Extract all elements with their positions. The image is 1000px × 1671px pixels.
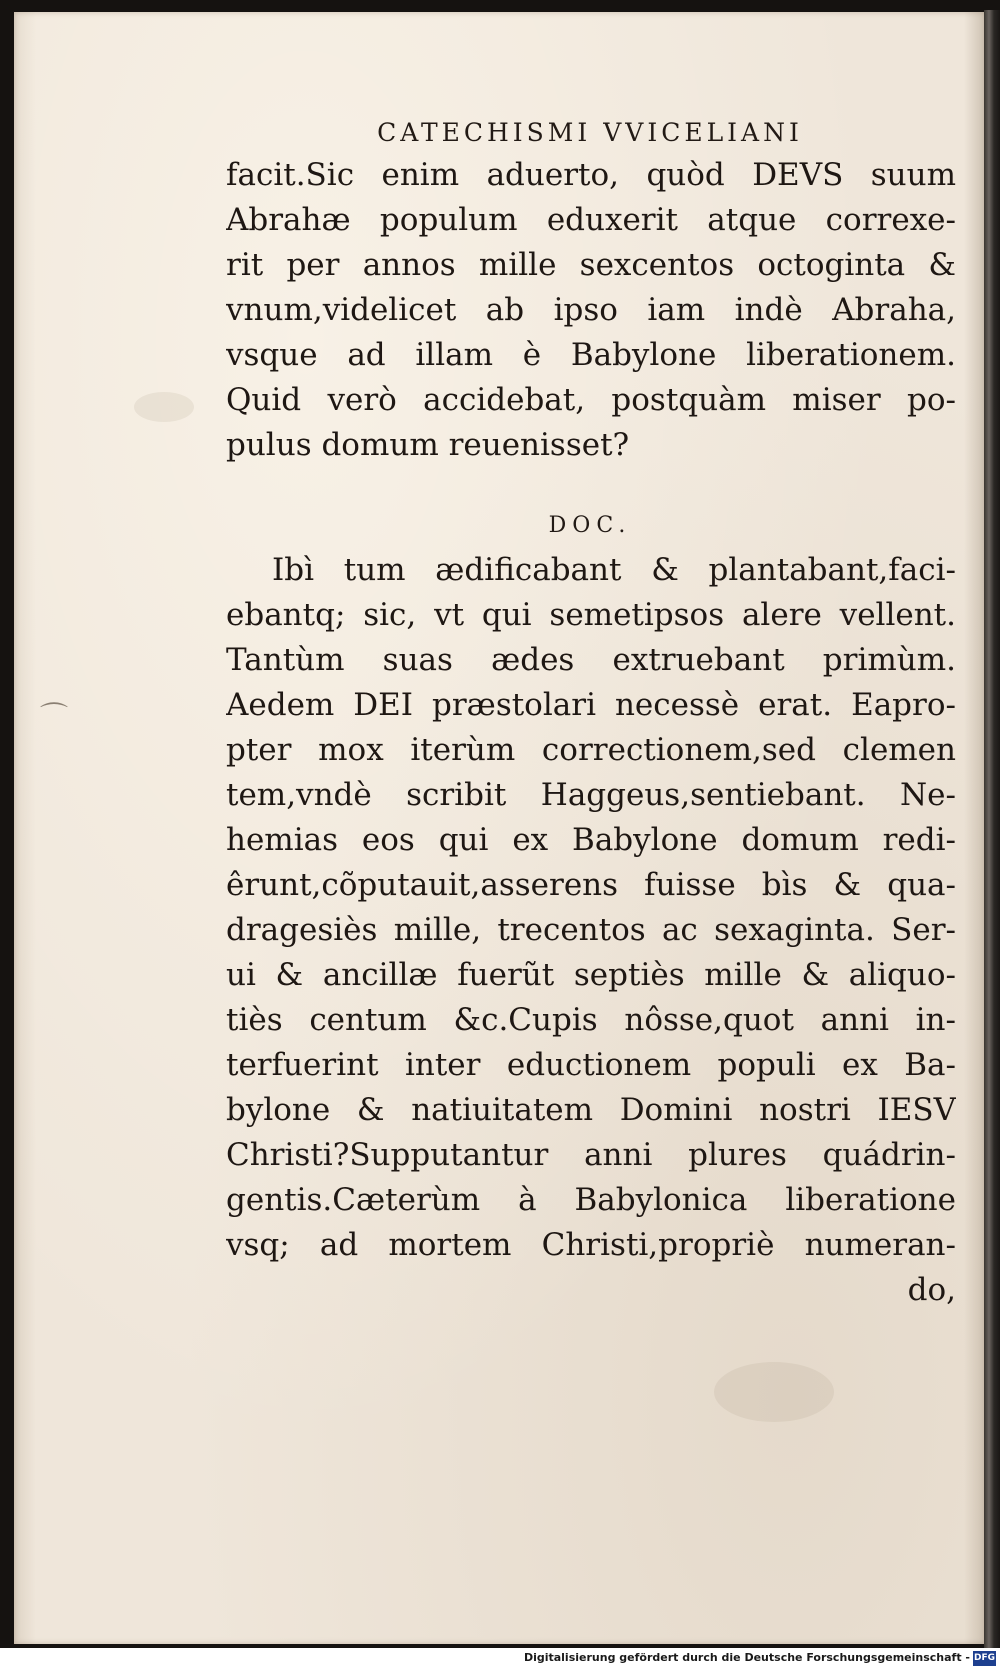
margin-mark: ⌒ [40, 700, 69, 733]
running-head: CATECHISMI VVICELIANI [377, 118, 803, 147]
speaker-label: DOC. [548, 513, 632, 538]
text-line: gentis.Cæterùm à Babylonica liberatione [226, 1182, 956, 1218]
text-line: tem,vndè scribit Haggeus,sentiebant. Ne- [226, 777, 956, 813]
catchword: do, [907, 1272, 956, 1308]
text-line: Quid verò accidebat, postquàm miser po- [226, 382, 956, 418]
text-line: Ibì tum ædificabant & plantabant,faci- [272, 552, 956, 588]
paper-stain [134, 392, 194, 422]
text-line: facit.Sic enim aduerto, quòd DEVS suum [226, 157, 956, 193]
funding-credit: Digitalisierung gefördert durch die Deutsche Forschungsgemeinschaft - [523, 1651, 970, 1664]
text-line: Abrahæ populum eduxerit atque correxe- [226, 202, 956, 238]
text-line: Aedem DEI præstolari necessè erat. Eapro- [226, 687, 956, 723]
text-line: êrunt,cõputauit,asserens fuisse bìs & qua- [226, 867, 956, 903]
text-line: Christi?Supputantur anni plures quádrin- [226, 1137, 956, 1173]
text-line: rit per annos mille sexcentos octoginta & [226, 247, 956, 283]
text-line: vnum,videlicet ab ipso iam indè Abraha, [226, 292, 956, 328]
text-line: tiès centum &c.Cupis nôsse,quot anni in- [226, 1002, 956, 1038]
text-line: vsq; ad mortem Christi,propriè numeran- [226, 1227, 956, 1263]
text-line: Tantùm suas ædes extruebant primùm. [226, 642, 956, 678]
paper-stain [714, 1362, 834, 1422]
text-line: ui & ancillæ fuerũt septiès mille & aliquo- [226, 957, 956, 993]
text-line: pter mox iterùm correctionem,sed clemen [226, 732, 956, 768]
text-line: hemias eos qui ex Babylone domum redi- [226, 822, 956, 858]
dfg-logo: DFG [973, 1651, 996, 1666]
text-line: pulus domum reuenisset? [226, 427, 630, 463]
page-edge [984, 10, 1000, 1650]
footer-bar [0, 1648, 1000, 1671]
text-line: dragesiès mille, trecentos ac sexaginta. Ser- [226, 912, 956, 948]
text-line: ebantq; sic, vt qui semetipsos alere vellent. [226, 597, 956, 633]
text-line: terfuerint inter eductionem populi ex Ba- [226, 1047, 956, 1083]
text-line: vsque ad illam è Babylone liberationem. [226, 337, 956, 373]
text-line: bylone & natiuitatem Domini nostri IESV [226, 1092, 956, 1128]
